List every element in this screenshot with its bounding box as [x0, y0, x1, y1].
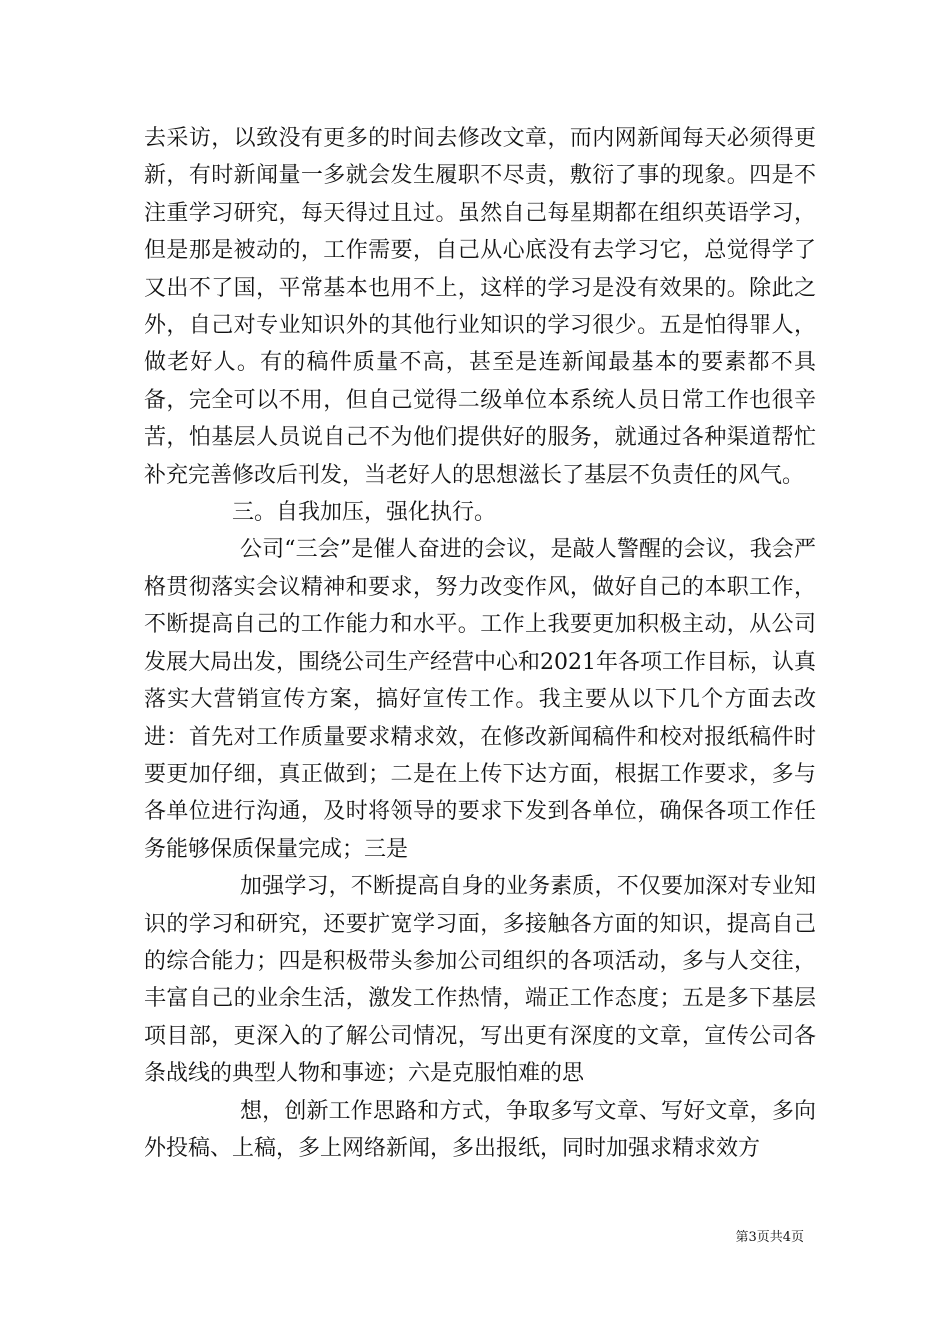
paragraph-continuation: 去采访，以致没有更多的时间去修改文章，而内网新闻每天必须得更新，有时新闻量一多就会发生履职不尽责，敷衍了事的现象。四是不注重学习研究，每天得过且过。虽然自己每星期都在组织英语学习，但是那是被动的，工作需要，自己从心底没有去学习它，总觉得学了又出不了国，平常基本也用不上，这样的学习是没有效果的。除此之外，自己对专业知识外的其他行业知识的学习很少。五是怕得罪人，做老好人。有的稿件质量不高，甚至是连新闻最基本的要素都不具备，完全可以不用，但自己觉得二级单位本系统人员日常工作也很辛苦，怕基层人员说自己不为他们提供好的服务，就通过各种渠道帮忙补充完善修改后刊发，当老好人的思想滋长了基层不负责任的风气。 [144, 126, 816, 488]
section-heading: 三。自我加压，强化执行。 [232, 500, 497, 526]
page-number-footer: 第3页共4页 [735, 1230, 804, 1245]
paragraph-study: 加强学习，不断提高自身的业务素质，不仅要加深对专业知识的学习和研究，还要扩宽学习面，多接触各方面的知识，提高自己的综合能力；四是积极带头参加公司组织的各项活动，多与人交往，丰富自己的业余生活，激发工作热情，端正工作态度；五是多下基层项目部，更深入的了解公司情况，写出更有深度的文章，宣传公司各条战线的典型人物和事迹；六是克服怕难的思 [144, 874, 816, 1087]
paragraph-meeting: 公司“三会”是催人奋进的会议，是敲人警醒的会议，我会严格贯彻落实会议精神和要求，努力改变作风，做好自己的本职工作，不断提高自己的工作能力和水平。工作上我要更加积极主动，从公司发展大局出发，围绕公司生产经营中心和2021年各项工作目标，认真落实大营销宣传方案，搞好宣传工作。我主要从以下几个方面去改进：首先对工作质量要求精求效，在修改新闻稿件和校对报纸稿件时要更加仔细，真正做到；二是在上传下达方面，根据工作要求，多与各单位进行沟通，及时将领导的要求下发到各单位，确保各项工作任务能够保质保量完成；三是 [144, 537, 816, 862]
document-body [144, 120, 816, 1167]
paragraph-innovation: 想，创新工作思路和方式，争取多写文章、写好文章，多向外投稿、上稿，多上网络新闻，多出报纸，同时加强求精求效方 [144, 1098, 816, 1161]
